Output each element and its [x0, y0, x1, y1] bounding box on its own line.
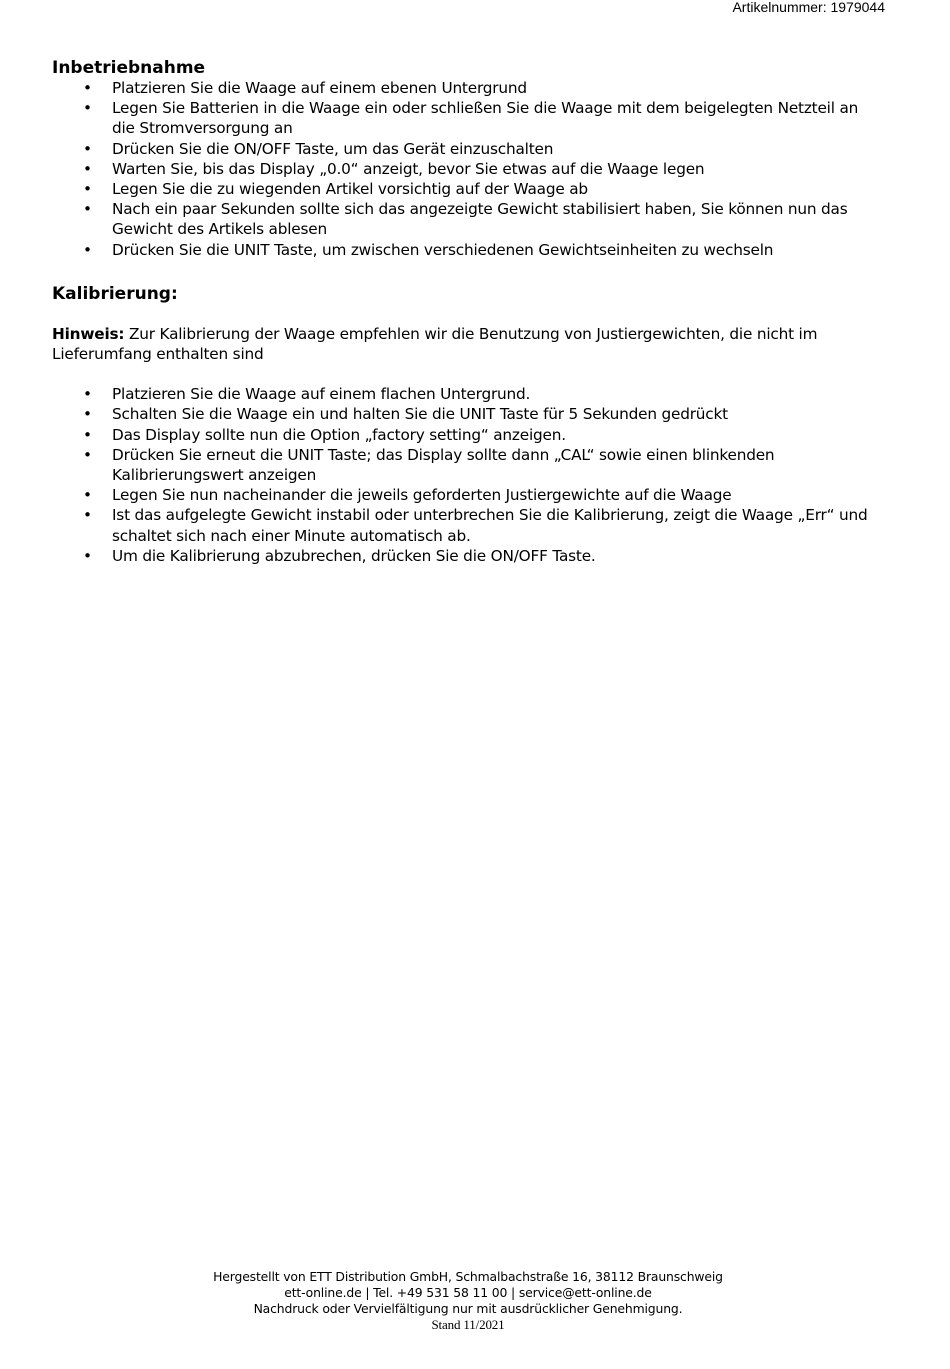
list-item: [52, 98, 882, 138]
bullet-icon: •: [83, 486, 92, 505]
bullet-icon: •: [83, 99, 92, 118]
list-item: [52, 139, 882, 159]
list-item-text: Platzieren Sie die Waage auf einem flachen Untergrund.: [112, 385, 531, 404]
list-item: [52, 199, 882, 239]
note-text: Zur Kalibrierung der Waage empfehlen wir die Benutzung von Justiergewichten, die nicht im Lieferumfang enthalten sind: [52, 324, 818, 364]
bullet-icon: •: [83, 506, 92, 525]
setup-steps-list: [52, 78, 882, 260]
bullet-icon: •: [83, 200, 92, 219]
list-item: [52, 159, 882, 179]
list-item-text: Drücken Sie erneut die UNIT Taste; das Display sollte dann „CAL“ sowie einen blinkenden Kalibrierungswert anzeigen: [112, 445, 775, 485]
list-item: [52, 404, 882, 424]
list-item-text: Legen Sie nun nacheinander die jeweils geforderten Justiergewichte auf die Waage: [112, 486, 732, 505]
bullet-icon: •: [83, 159, 92, 178]
bullet-icon: •: [83, 546, 92, 565]
calibration-steps-list: [52, 384, 882, 566]
document-content: [52, 58, 882, 566]
list-item-text: Das Display sollte nun die Option „factory setting“ anzeigen.: [112, 425, 566, 444]
page-footer: [0, 1269, 936, 1333]
footer-contact: ett-online.de | Tel. +49 531 58 11 00 | service@ett-online.de: [284, 1285, 652, 1300]
bullet-icon: •: [83, 405, 92, 424]
section-title-kalibrierung: Kalibrierung:: [52, 283, 178, 304]
bullet-icon: •: [83, 79, 92, 97]
list-item: [52, 179, 882, 199]
footer-manufacturer: Hergestellt von ETT Distribution GmbH, Schmalbachstraße 16, 38112 Braunschweig: [213, 1269, 723, 1284]
list-item-text: Legen Sie die zu wiegenden Artikel vorsichtig auf der Waage ab: [112, 180, 588, 199]
bullet-icon: •: [83, 240, 92, 259]
list-item: [52, 240, 882, 260]
list-item: [52, 445, 882, 485]
section-title-inbetriebnahme: Inbetriebnahme: [52, 58, 206, 78]
list-item-text: Warten Sie, bis das Display „0.0“ anzeigt, bevor Sie etwas auf die Waage legen: [112, 159, 705, 178]
list-item-text: Um die Kalibrierung abzubrechen, drücken Sie die ON/OFF Taste.: [112, 546, 596, 565]
list-item: [52, 78, 882, 98]
footer-version: Stand 11/2021: [431, 1317, 505, 1332]
list-item: [52, 384, 882, 404]
note-label: Hinweis:: [52, 324, 125, 343]
list-item: [52, 546, 882, 566]
bullet-icon: •: [83, 445, 92, 464]
list-item-text: Schalten Sie die Waage ein und halten Sie die UNIT Taste für 5 Sekunden gedrückt: [112, 405, 728, 424]
list-item-text: Platzieren Sie die Waage auf einem ebenen Untergrund: [112, 79, 527, 97]
list-item: [52, 425, 882, 445]
footer-copyright-notice: Nachdruck oder Vervielfältigung nur mit ausdrücklicher Genehmigung.: [253, 1301, 683, 1316]
calibration-note: [52, 324, 882, 364]
list-item-text: Ist das aufgelegte Gewicht instabil oder unterbrechen Sie die Kalibrierung, zeigt die Waage „Err“ und schaltet sich nach einer Minute automatisch ab.: [112, 506, 868, 545]
list-item-text: Drücken Sie die UNIT Taste, um zwischen verschiedenen Gewichtseinheiten zu wechseln: [112, 240, 774, 259]
list-item-text: Nach ein paar Sekunden sollte sich das angezeigte Gewicht stabilisiert haben, Sie können nun das Gewicht des Artikels ablesen: [112, 200, 848, 239]
bullet-icon: •: [83, 425, 92, 444]
list-item: [52, 505, 882, 545]
list-item: [52, 485, 882, 505]
list-item-text: Drücken Sie die ON/OFF Taste, um das Gerät einzuschalten: [112, 139, 554, 158]
bullet-icon: •: [83, 180, 92, 199]
list-item-text: Legen Sie Batterien in die Waage ein oder schließen Sie die Waage mit dem beigelegten Netzteil an die Stromversorgung an: [112, 99, 859, 138]
article-number: Artikelnummer: 1979044: [732, 0, 885, 15]
bullet-icon: •: [83, 385, 92, 404]
bullet-icon: •: [83, 139, 92, 158]
